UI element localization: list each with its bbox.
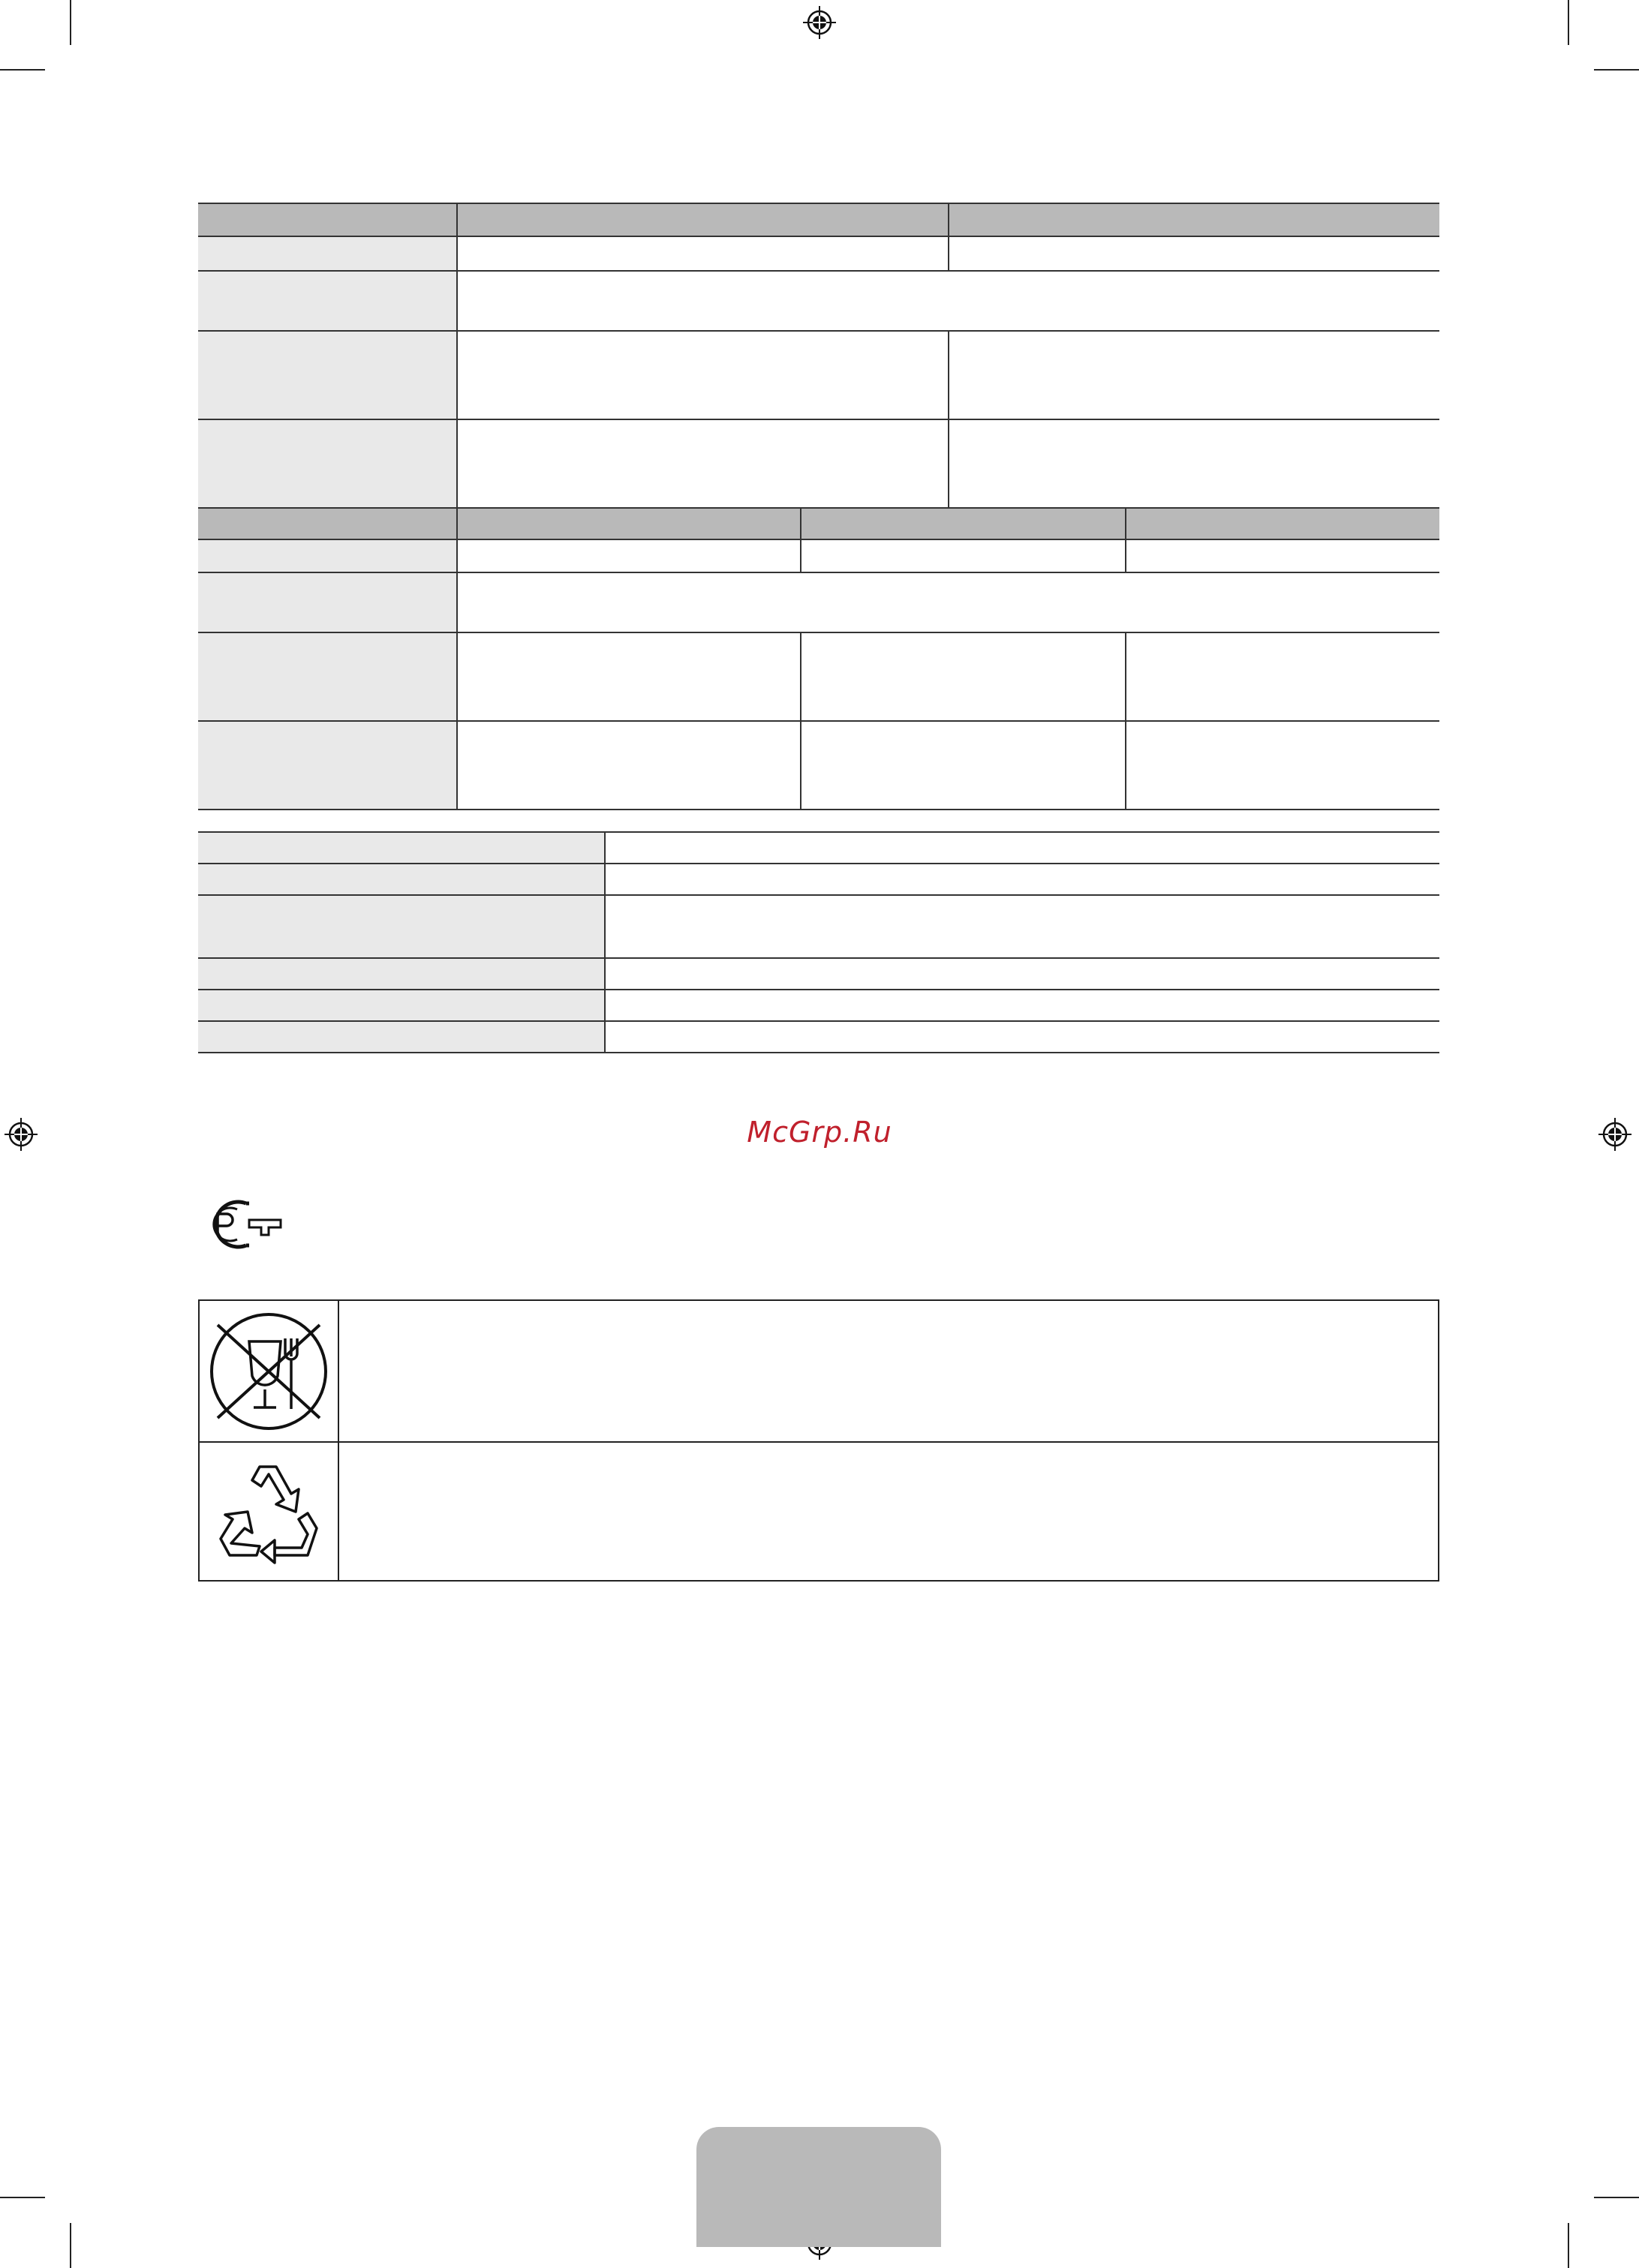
no-food-contact-icon: [207, 1310, 330, 1433]
general-row5-value: [605, 990, 1439, 1021]
spec2-header-model-c: [1126, 508, 1439, 539]
spec2-header-model-b: [801, 508, 1126, 539]
crop-mark-top-left-h: [0, 69, 45, 71]
spec1-row3-label: [198, 331, 457, 419]
spec2-row1-value-c: [1126, 539, 1439, 572]
crop-mark-top-left-v: [70, 0, 71, 45]
general-row5-label: [198, 990, 605, 1021]
crop-mark-bottom-left-v: [70, 2223, 71, 2268]
spec1-row1-label: [198, 236, 457, 271]
spec2-row3-value-b: [801, 632, 1126, 721]
spec1-row4-value-a: [457, 419, 949, 508]
spec1-header-label: [198, 203, 457, 236]
symbol-row-recycle: [200, 1441, 1438, 1582]
spec2-row4-value-c: [1126, 721, 1439, 810]
symbol-row-food: [200, 1301, 1438, 1443]
general-row6-value: [605, 1021, 1439, 1053]
spec2-row3-label: [198, 632, 457, 721]
spec1-row3-value-b: [949, 331, 1439, 419]
spec1-row4-label: [198, 419, 457, 508]
spec2-row2-label: [198, 572, 457, 632]
recycle-icon: [207, 1450, 330, 1573]
spec1-row4-value-b: [949, 419, 1439, 508]
spec-table-2: [198, 507, 1439, 810]
watermark-text: McGrp.Ru: [747, 1116, 892, 1149]
symbols-table: [198, 1299, 1439, 1582]
spec1-row3-value-a: [457, 331, 949, 419]
general-row1-label: [198, 832, 605, 864]
crop-mark-top-right-h: [1594, 69, 1639, 71]
general-row3-label: [198, 895, 605, 958]
spec1-row2-label: [198, 271, 457, 331]
spec2-row1-value-a: [457, 539, 801, 572]
spec1-header-model-b: [949, 203, 1439, 236]
general-row6-label: [198, 1021, 605, 1053]
spec2-header-model-a: [457, 508, 801, 539]
spec2-header-label: [198, 508, 457, 539]
spec2-row3-value-a: [457, 632, 801, 721]
spec1-row1-value-b: [949, 236, 1439, 271]
spec1-header-model-a: [457, 203, 949, 236]
crop-mark-bottom-right-v: [1568, 2223, 1569, 2268]
spec2-row3-value-c: [1126, 632, 1439, 721]
spec2-row4-value-a: [457, 721, 801, 810]
registration-mark-top-icon: [803, 6, 836, 39]
general-row2-value: [605, 864, 1439, 895]
spec2-row4-label: [198, 721, 457, 810]
general-row3-value: [605, 895, 1439, 958]
general-spec-table: [198, 831, 1439, 1053]
spec2-row2-value: [457, 572, 1439, 632]
spec2-row4-value-b: [801, 721, 1126, 810]
symbol-cell-food: [200, 1301, 339, 1441]
crop-mark-bottom-left-h: [0, 2197, 45, 2198]
general-row1-value: [605, 832, 1439, 864]
general-row2-label: [198, 864, 605, 895]
page-number-tab: [696, 2127, 941, 2247]
general-row4-label: [198, 958, 605, 990]
spec1-row1-value-a: [457, 236, 949, 271]
crop-mark-top-right-v: [1568, 0, 1569, 45]
spec2-row1-label: [198, 539, 457, 572]
spec1-row2-value: [457, 271, 1439, 331]
spec2-row1-value-b: [801, 539, 1126, 572]
pct-certification-icon: [203, 1197, 285, 1251]
general-row4-value: [605, 958, 1439, 990]
crop-mark-bottom-right-h: [1594, 2197, 1639, 2198]
spec-table-1: [198, 203, 1439, 509]
symbol-cell-recycle: [200, 1441, 339, 1582]
